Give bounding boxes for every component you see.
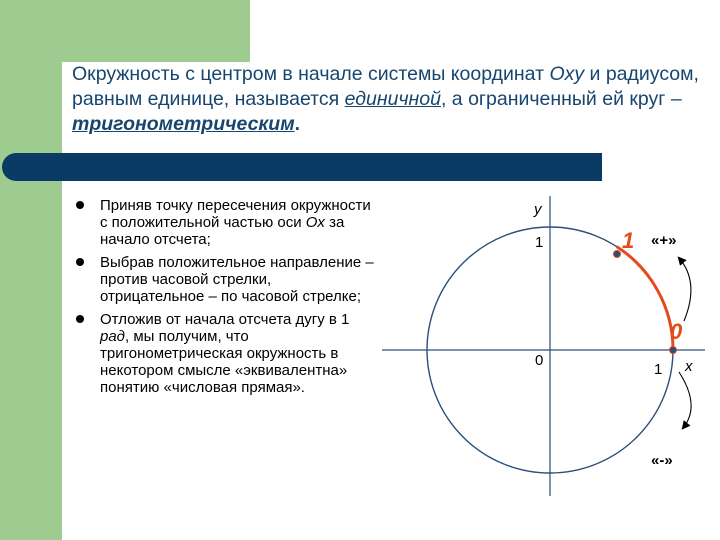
title-part1: Окружность с центром в начале системы координат: [72, 63, 550, 85]
title-oxy: Oxy: [549, 63, 585, 85]
arc-one-radian: [617, 247, 674, 351]
bullet-item: Отложив от начала отсчета дугу в 1 рад, мы получим, что тригонометрическая окружность в некотором смысле «эквивалентна» понятию «числовая прямая».: [74, 311, 374, 396]
axis-y-label: y: [534, 201, 542, 218]
unit-circle-diagram: [370, 190, 710, 510]
title-part4: .: [294, 113, 301, 135]
point-arc-label: 1: [622, 228, 635, 253]
x-tick-label: 1: [654, 361, 663, 378]
point-arc-end: [614, 251, 621, 258]
bullet-dot-icon: [76, 258, 84, 266]
negative-direction-arrow: [679, 372, 691, 428]
title-part3: , а ограниченный ей круг –: [440, 88, 682, 110]
origin-label: 0: [535, 352, 544, 369]
bullet-dot-icon: [76, 201, 84, 209]
point-start: [670, 347, 677, 354]
y-tick-label: 1: [535, 234, 544, 251]
title-term-unit: единичной: [344, 88, 441, 110]
negative-label: «-»: [651, 452, 673, 469]
decor-green-side: [0, 0, 62, 540]
bullet-dot-icon: [76, 315, 84, 323]
title-term-trig: тригонометрическим: [72, 113, 295, 135]
axis-x-label: x: [685, 358, 693, 375]
bullet-item: Приняв точку пересечения окружности с положительной частью оси Ox за начало отсчета;: [74, 197, 374, 248]
positive-label: «+»: [651, 232, 677, 249]
bullet-list: [74, 197, 374, 402]
divider-bar: [2, 153, 602, 181]
bullet-item: Выбрав положительное направление – против часовой стрелки, отрицательное – по часовой стрелке;: [74, 254, 374, 305]
slide-title: [72, 62, 712, 137]
title-part2: и радиусом, равным единице, называется: [72, 63, 699, 110]
point-start-label: 0: [670, 319, 683, 344]
positive-direction-arrow: [679, 258, 691, 321]
